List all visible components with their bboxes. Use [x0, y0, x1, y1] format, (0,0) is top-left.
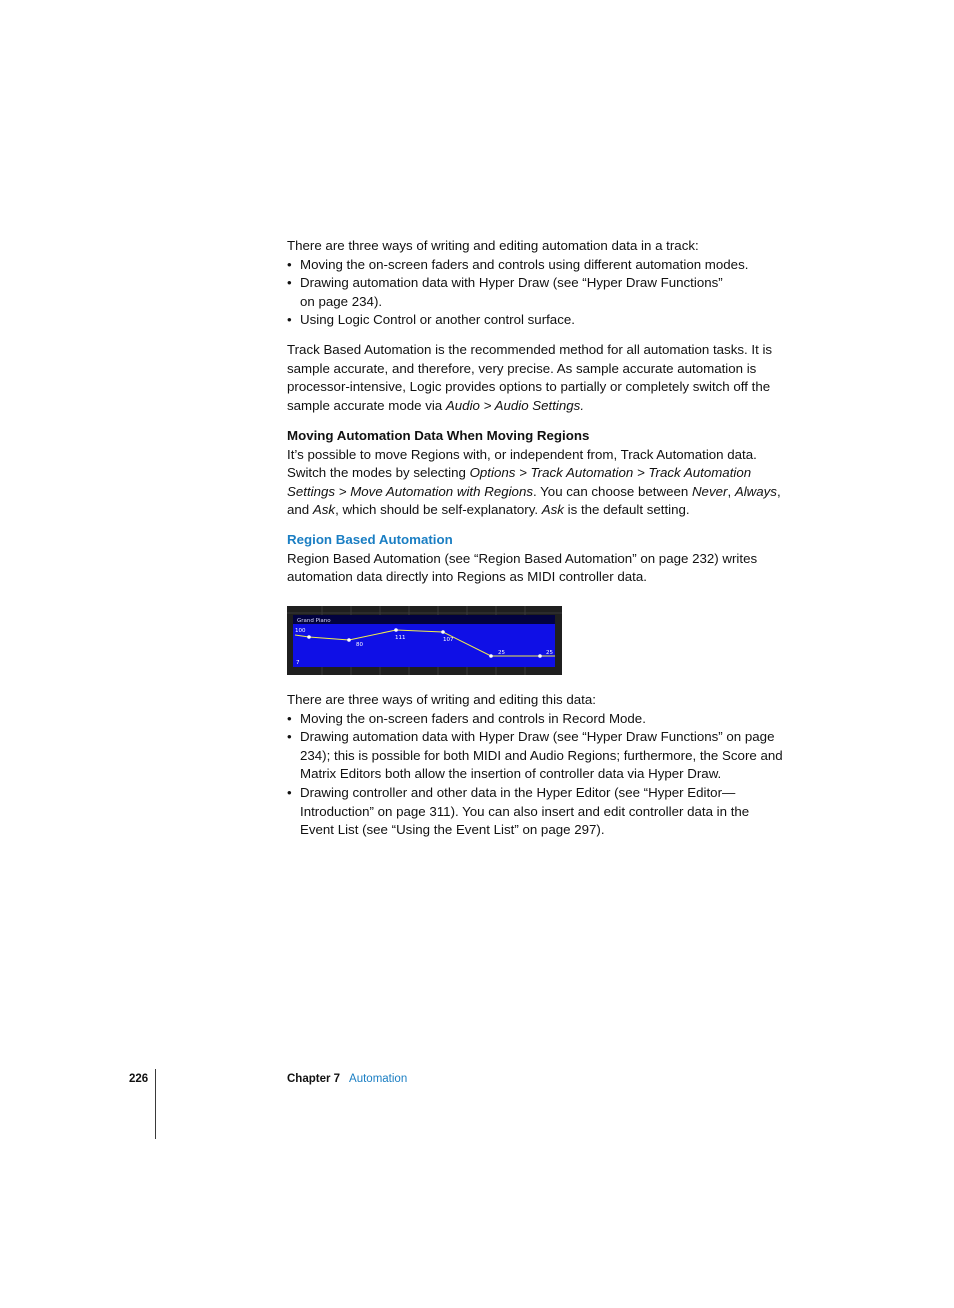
region-body — [293, 624, 555, 667]
point-value-label: 111 — [395, 635, 406, 641]
region-header — [293, 615, 555, 624]
list-item: • Drawing controller and other data in the Hyper Editor (see “Hyper Editor—Introduction” on page 311). You can also insert and edit controller data in the Event List (see “Using the Event List” on page 297). — [287, 784, 785, 840]
point-value-label: 100 — [295, 628, 306, 634]
option-ask-default: Ask — [541, 502, 564, 518]
rba-section — [287, 531, 767, 587]
moving-text-4: is the default setting. — [563, 502, 690, 518]
tba-text: Track Based Automation is the recommended method for all automation tasks. It is sample accurate, and therefore, very precise. As sample accurate automation is processor-intensive, Logic provides options to partially or completely switch off the sample accurate mode via — [287, 342, 773, 413]
list-item: • Moving the on-screen faders and controls in Record Mode. — [287, 710, 787, 729]
list-item: • Moving the on-screen faders and controls using different automation modes. — [287, 256, 802, 275]
separator: , — [727, 483, 735, 499]
second-lead: There are three ways of writing and editing this data: — [287, 692, 596, 707]
tba-paragraph — [287, 341, 777, 415]
point-value-label: 25 — [546, 650, 553, 656]
option-always: Always — [734, 483, 777, 499]
option-ask: Ask — [312, 502, 336, 518]
tba-menu-path: Audio > Audio Settings. — [445, 397, 585, 413]
footer-rule — [155, 1069, 156, 1139]
page-number: 226 — [129, 1073, 149, 1085]
list-item: • Using Logic Control or another control surface. — [287, 311, 802, 330]
list-item: • Drawing automation data with Hyper Draw (see “Hyper Draw Functions” on page 234). — [287, 274, 740, 311]
automation-point — [307, 635, 311, 639]
intro-lead: There are three ways of writing and editing automation data in a track: — [287, 238, 699, 253]
chapter-label: Chapter 7 — [287, 1073, 341, 1085]
automation-point — [538, 654, 542, 658]
moving-text-2: . You can choose between — [533, 483, 692, 499]
point-value-label: 25 — [498, 650, 505, 656]
chapter-footer — [287, 1070, 407, 1089]
moving-paragraph — [287, 446, 797, 520]
second-section — [287, 691, 787, 840]
region-automation-screenshot — [287, 606, 562, 675]
chapter-title-link[interactable]: Automation — [349, 1073, 408, 1085]
controller-number: 7 — [296, 660, 300, 666]
automation-point — [347, 638, 351, 642]
point-value-label: 80 — [356, 642, 363, 648]
moving-section — [287, 427, 797, 520]
automation-point — [441, 630, 445, 634]
point-value-label: 107 — [443, 637, 454, 643]
intro-bullet-list — [287, 256, 802, 330]
list-item: • Drawing automation data with Hyper Draw (see “Hyper Draw Functions” on page 234); this is possible for both MIDI and Audio Regions; furthermore, the Score and Matrix Editors both allow the insertion of controller data via Hyper Draw. — [287, 728, 785, 784]
separator: , and — [287, 483, 781, 518]
second-bullet-list — [287, 710, 787, 840]
rba-heading: Region Based Automation — [287, 532, 453, 547]
moving-text-1: It’s possible to move Regions with, or independent from, Track Automation data. Switch the modes by selecting — [287, 446, 757, 481]
region-name: Grand Piano — [297, 618, 331, 624]
region-automation-figure — [287, 606, 562, 675]
moving-text-3: , which should be self-explanatory. — [335, 502, 542, 518]
automation-point — [489, 654, 493, 658]
option-never: Never — [691, 483, 728, 499]
automation-point — [394, 628, 398, 632]
rba-paragraph: Region Based Automation (see “Region Based Automation” on page 232) writes automation data directly into Regions as MIDI controller data. — [287, 550, 758, 585]
moving-heading: Moving Automation Data When Moving Regions — [287, 428, 590, 443]
tba-section — [287, 341, 777, 415]
intro-section — [287, 237, 802, 330]
moving-menu-path: Options > Track Automation > Track Automation Settings > Move Automation with Regions — [287, 465, 752, 499]
